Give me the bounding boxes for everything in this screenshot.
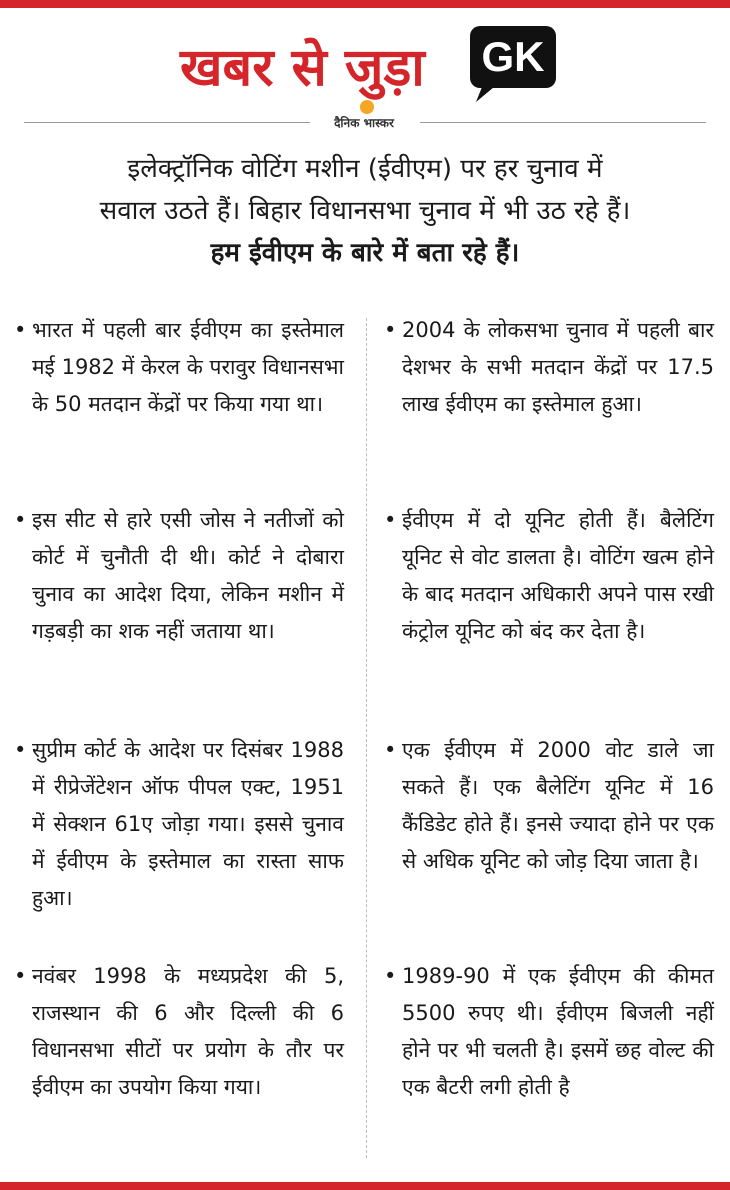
list-item-text: एक ईवीएम में 2000 वोट डाले जा सकते हैं। एक बैलेटिंग यूनिट में 16 कैंडिडेट होते हैं। इनसे ज्यादा होने पर एक से अधिक यूनिट को जोड़ दिया जाता है। <box>402 738 714 873</box>
bullet-icon: • <box>14 508 27 532</box>
list-item <box>14 502 344 732</box>
list-item <box>14 732 344 958</box>
bullet-icon: • <box>384 508 397 532</box>
bullet-icon: • <box>14 738 27 762</box>
list-item <box>384 958 714 1158</box>
bullet-icon: • <box>14 964 27 988</box>
list-item-text: 1989-90 में एक ईवीएम की कीमत 5500 रुपए थी। ईवीएम बिजली नहीं होने पर भी चलती है। इसमें छह वोल्ट की एक बैटरी लगी होती है <box>402 964 714 1099</box>
intro-line-2: सवाल उठते हैं। बिहार विधानसभा चुनाव में भी उठ रहे हैं। <box>99 196 631 226</box>
header-rule-left <box>24 122 310 123</box>
logo-text: दैनिक भास्कर <box>334 116 394 130</box>
list-item-text: सुप्रीम कोर्ट के आदेश पर दिसंबर 1988 में रीप्रेजेंटेशन ऑफ पीपल एक्ट, 1951 में सेक्शन 61ए जोड़ा गया। इससे चुनाव में ईवीएम के इस्तेमाल का रास्ता साफ हुआ। <box>32 738 344 910</box>
column-divider <box>366 318 367 1158</box>
left-column <box>14 312 344 1158</box>
list-item <box>14 958 344 1158</box>
list-item-text: ईवीएम में दो यूनिट होती हैं। बैलेटिंग यूनिट से वोट डालता है। वोटिंग खत्म होने के बाद मतदान अधिकारी अपने पास रखी कंट्रोल यूनिट को बंद कर देता है। <box>402 508 714 643</box>
brand-title: खबर से जुड़ा <box>180 38 425 98</box>
gk-badge-text: GK <box>481 33 545 80</box>
top-accent-bar <box>0 0 730 8</box>
list-item <box>384 502 714 732</box>
list-item-text: नवंबर 1998 के मध्यप्रदेश की 5, राजस्थान की 6 और दिल्ली की 6 विधानसभा सीटों पर प्रयोग के तौर पर ईवीएम का उपयोग किया गया। <box>32 964 344 1099</box>
list-item-text: इस सीट से हारे एसी जोस ने नतीजों को कोर्ट में चुनौती दी थी। कोर्ट ने दोबारा चुनाव का आदेश दिया, लेकिन मशीन में गड़बड़ी का शक नहीं जताया था। <box>32 508 344 643</box>
bullet-icon: • <box>14 318 27 342</box>
list-item <box>384 312 714 502</box>
bottom-accent-bar <box>0 1182 730 1190</box>
logo-sun-icon <box>360 100 374 114</box>
header-rule-right <box>420 122 706 123</box>
intro-line-3: हम ईवीएम के बारे में बता रहे हैं। <box>210 238 520 268</box>
list-item-text: 2004 के लोकसभा चुनाव में पहली बार देशभर के सभी मतदान केंद्रों पर 17.5 लाख ईवीएम का इस्तेमाल हुआ। <box>402 318 714 416</box>
bullet-icon: • <box>384 964 397 988</box>
intro <box>20 148 710 274</box>
bullet-icon: • <box>384 318 397 342</box>
list-item-text: भारत में पहली बार ईवीएम का इस्तेमाल मई 1982 में केरल के परावुर विधानसभा के 50 मतदान केंद्रों पर किया गया था। <box>32 318 344 416</box>
intro-line-1: इलेक्ट्रॉनिक वोटिंग मशीन (ईवीएम) पर हर चुनाव में <box>127 154 603 184</box>
list-item <box>14 312 344 502</box>
right-column <box>384 312 714 1158</box>
bullet-icon: • <box>384 738 397 762</box>
gk-speech-bubble-icon <box>470 22 556 104</box>
dainik-bhaskar-logo <box>312 100 416 134</box>
header <box>0 8 730 138</box>
list-item <box>384 732 714 958</box>
